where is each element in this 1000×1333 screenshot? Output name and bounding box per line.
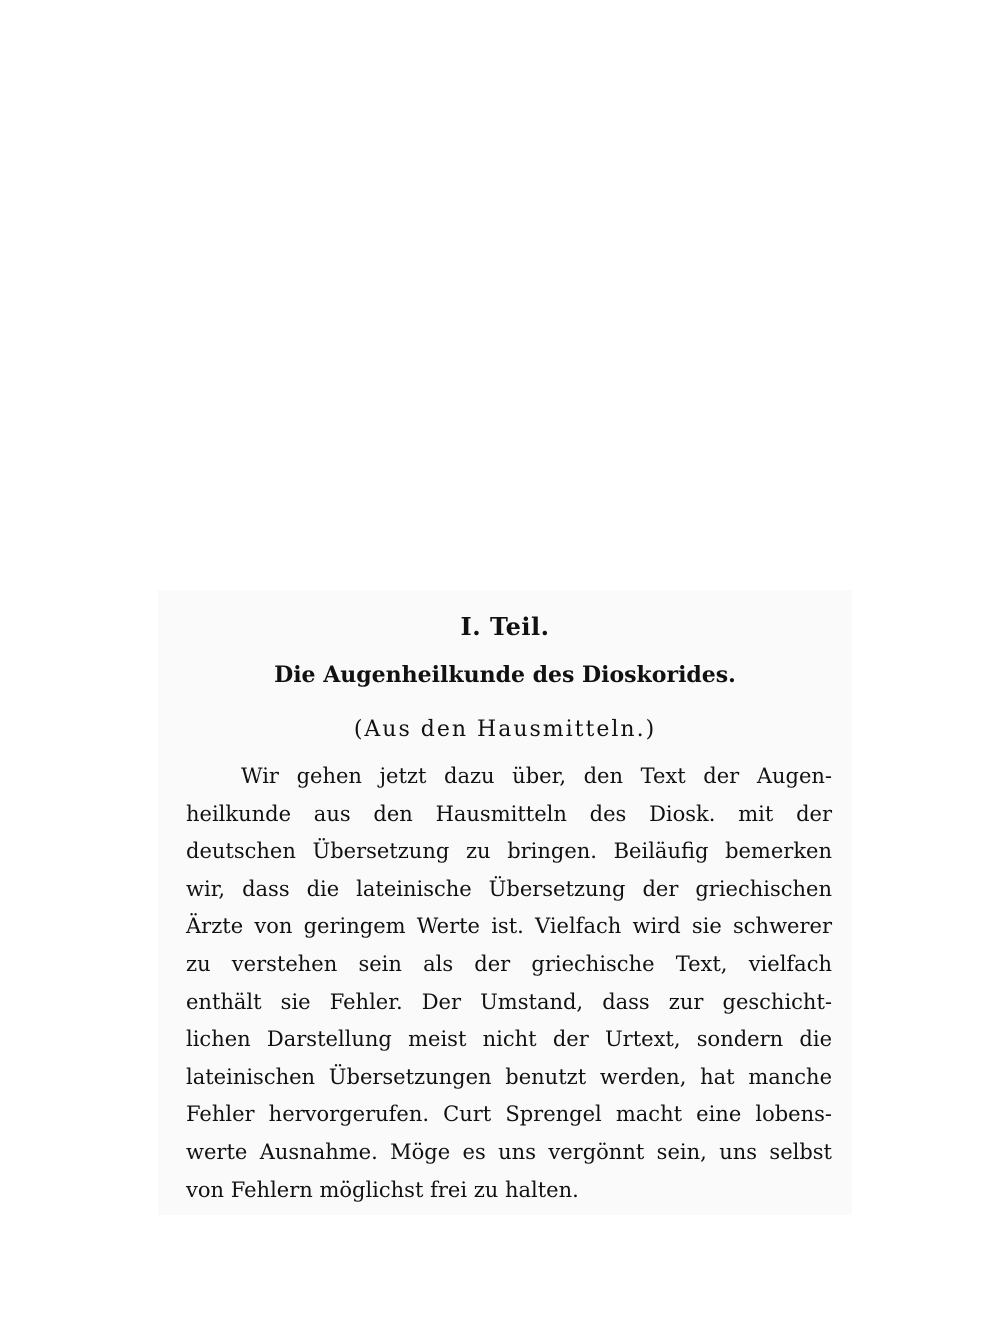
paragraph-line: zu verstehen sein als der griechische Text, vielfach xyxy=(186,951,832,976)
paragraph-line: Wir gehen jetzt dazu über, den Text der Augen- xyxy=(241,764,832,788)
chapter-subtitle: (Aus den Hausmitteln.) xyxy=(353,717,657,742)
paragraph-line: lichen Darstellung meist nicht der Urtext, sondern die xyxy=(186,1027,832,1052)
paragraph-line: heilkunde aus den Hausmitteln des Diosk. mit der xyxy=(186,801,832,826)
paragraph-line: deutschen Übersetzung zu bringen. Beiläufig bemerken xyxy=(186,839,832,864)
paragraph-line: Fehler hervorgerufen. Curt Sprengel macht eine lobens- xyxy=(186,1102,832,1127)
text-block xyxy=(158,590,852,1215)
chapter-title: Die Augenheilkunde des Dioskorides. xyxy=(274,662,736,688)
paragraph-line: lateinischen Übersetzungen benutzt werden, hat manche xyxy=(186,1064,832,1089)
paragraph-line: enthält sie Fehler. Der Umstand, dass zur geschicht- xyxy=(186,989,832,1014)
paragraph-line: Ärzte von geringem Werte ist. Vielfach wird sie schwerer xyxy=(186,914,832,939)
body-paragraph xyxy=(186,758,832,1209)
part-heading: I. Teil. xyxy=(460,612,550,641)
paragraph-line: von Fehlern möglichst frei zu halten. xyxy=(186,1177,579,1202)
paragraph-line: wir, dass die lateinische Übersetzung der griechischen xyxy=(186,876,832,901)
paragraph-line: werte Ausnahme. Möge es uns vergönnt sein, uns selbst xyxy=(186,1139,832,1164)
